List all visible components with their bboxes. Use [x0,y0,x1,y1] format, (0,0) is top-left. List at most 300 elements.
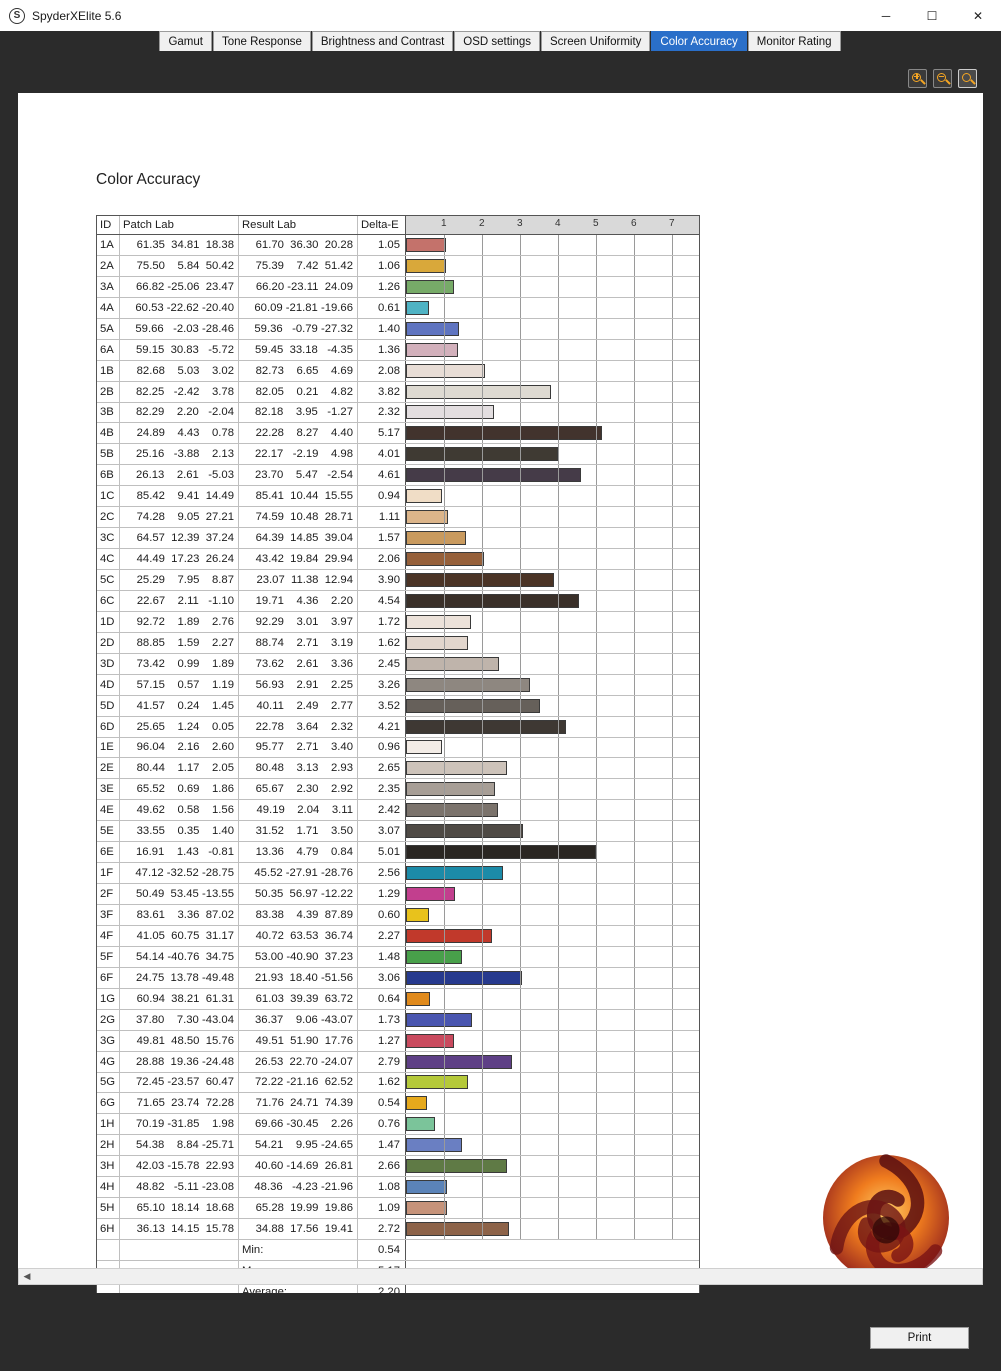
gridline-5 [596,528,597,548]
delta-e-bar [406,1117,435,1131]
delta-e-bar [406,615,471,629]
table-row [97,319,699,340]
gridline-7 [672,277,673,297]
gridline-1 [444,465,445,485]
gridline-3 [520,800,521,820]
gridline-1 [444,675,445,695]
gridline-3 [520,612,521,632]
cell-result-lab: 21.93 18.40 -51.56 [239,968,358,988]
gridline-2 [482,779,483,799]
table-row [97,465,699,486]
tab-brightness-and-contrast[interactable]: Brightness and Contrast [312,31,453,51]
cell-result-lab: 49.19 2.04 3.11 [239,800,358,820]
gridline-2 [482,444,483,464]
gridline-6 [634,800,635,820]
gridline-2 [482,423,483,443]
gridline-7 [672,779,673,799]
header-result-lab: Result Lab [239,216,358,234]
gridline-5 [596,1010,597,1030]
cell-result-lab: 95.77 2.71 3.40 [239,738,358,758]
table-row [97,758,699,779]
gridline-1 [444,1177,445,1197]
delta-e-bar [406,531,466,545]
cell-patch-lab: 61.35 34.81 18.38 [120,235,239,255]
delta-e-bar [406,803,498,817]
gridline-3 [520,549,521,569]
cell-id: 4B [97,423,120,443]
delta-e-bar [406,761,507,775]
cell-result-lab: 82.05 0.21 4.82 [239,382,358,402]
gridline-6 [634,968,635,988]
gridline-5 [596,1073,597,1093]
gridline-6 [634,905,635,925]
cell-delta-e: 3.52 [358,696,406,716]
gridline-7 [672,738,673,758]
cell-bar-cell [406,1010,699,1030]
header-patch-lab: Patch Lab [120,216,239,234]
gridline-3 [520,507,521,527]
gridline-7 [672,298,673,318]
gridline-4 [558,863,559,883]
gridline-5 [596,905,597,925]
cell-bar-cell [406,591,699,611]
gridline-5 [596,989,597,1009]
gridline-3 [520,319,521,339]
summary-bar-cell [406,1240,699,1260]
gridline-6 [634,1114,635,1134]
cell-result-lab: 73.62 2.61 3.36 [239,654,358,674]
gridline-3 [520,1114,521,1134]
delta-e-bar [406,992,430,1006]
gridline-3 [520,675,521,695]
cell-patch-lab: 60.53 -22.62 -20.40 [120,298,239,318]
cell-id: 2G [97,1010,120,1030]
tab-osd-settings[interactable]: OSD settings [454,31,540,51]
gridline-1 [444,486,445,506]
gridline-2 [482,1031,483,1051]
gridline-3 [520,821,521,841]
gridline-7 [672,884,673,904]
cell-bar-cell [406,382,699,402]
delta-e-bar [406,322,459,336]
delta-e-bar [406,929,492,943]
table-row [97,403,699,424]
gridline-4 [558,758,559,778]
delta-e-bar [406,573,554,587]
cell-patch-lab: 72.45 -23.57 60.47 [120,1073,239,1093]
gridline-4 [558,1177,559,1197]
table-row [97,1219,699,1240]
gridline-3 [520,926,521,946]
cell-id: 1B [97,361,120,381]
cell-bar-cell [406,633,699,653]
gridline-1 [444,884,445,904]
table-row [97,654,699,675]
cell-bar-cell [406,1177,699,1197]
cell-delta-e: 1.29 [358,884,406,904]
gridline-4 [558,444,559,464]
gridline-6 [634,1219,635,1239]
gridline-7 [672,319,673,339]
gridline-2 [482,1052,483,1072]
cell-bar-cell [406,361,699,381]
delta-e-bar [406,908,429,922]
gridline-1 [444,256,445,276]
table-row [97,1156,699,1177]
gridline-2 [482,884,483,904]
table-row [97,947,699,968]
gridline-5 [596,717,597,737]
delta-e-bar [406,1096,427,1110]
gridline-3 [520,528,521,548]
gridline-1 [444,1156,445,1176]
gridline-3 [520,1198,521,1218]
cell-result-lab: 60.09 -21.81 -19.66 [239,298,358,318]
gridline-4 [558,549,559,569]
cell-patch-lab: 57.15 0.57 1.19 [120,675,239,695]
gridline-6 [634,1093,635,1113]
gridline-5 [596,758,597,778]
cell-bar-cell [406,1219,699,1239]
spyder-app-icon: S [9,8,25,24]
cell-patch-lab: 24.75 13.78 -49.48 [120,968,239,988]
gridline-2 [482,1198,483,1218]
table-row [97,1198,699,1219]
minimize-button[interactable]: ─ [881,8,891,23]
gridline-2 [482,1219,483,1239]
cell-patch-lab: 54.14 -40.76 34.75 [120,947,239,967]
gridline-4 [558,382,559,402]
gridline-3 [520,1156,521,1176]
cell-result-lab: 43.42 19.84 29.94 [239,549,358,569]
gridline-4 [558,340,559,360]
cell-patch-lab: 49.81 48.50 15.76 [120,1031,239,1051]
delta-e-bar [406,845,596,859]
cell-id: 3H [97,1156,120,1176]
gridline-1 [444,298,445,318]
cell-patch-lab: 33.55 0.35 1.40 [120,821,239,841]
cell-patch-lab: 80.44 1.17 2.05 [120,758,239,778]
table-row [97,1073,699,1094]
gridline-4 [558,403,559,423]
report-viewer [0,53,1001,1293]
cell-bar-cell [406,1114,699,1134]
gridline-5 [596,1031,597,1051]
cell-result-lab: 64.39 14.85 39.04 [239,528,358,548]
gridline-2 [482,549,483,569]
gridline-4 [558,277,559,297]
gridline-1 [444,1135,445,1155]
gridline-4 [558,1010,559,1030]
delta-e-bar [406,887,455,901]
cell-id: 2E [97,758,120,778]
gridline-3 [520,738,521,758]
cell-patch-lab: 49.62 0.58 1.56 [120,800,239,820]
zoom-out-icon[interactable] [933,69,952,88]
delta-e-bar [406,426,602,440]
gridline-3 [520,298,521,318]
cell-patch-lab: 47.12 -32.52 -28.75 [120,863,239,883]
gridline-1 [444,654,445,674]
gridline-3 [520,947,521,967]
gridline-4 [558,1198,559,1218]
gridline-3 [520,633,521,653]
gridline-3 [520,591,521,611]
gridline-5 [596,926,597,946]
cell-id: 6G [97,1093,120,1113]
tab-screen-uniformity[interactable]: Screen Uniformity [541,31,650,51]
gridline-1 [444,1031,445,1051]
table-row [97,968,699,989]
gridline-7 [672,654,673,674]
gridline-1 [444,758,445,778]
gridline-7 [672,863,673,883]
gridline-1 [444,1198,445,1218]
gridline-5 [596,696,597,716]
gridline-4 [558,884,559,904]
delta-e-bar [406,552,484,566]
gridline-1 [444,444,445,464]
cell-delta-e: 2.27 [358,926,406,946]
gridline-4 [558,423,559,443]
gridline-1 [444,235,445,255]
cell-result-lab: 75.39 7.42 51.42 [239,256,358,276]
cell-delta-e: 1.26 [358,277,406,297]
cell-delta-e: 3.90 [358,570,406,590]
cell-bar-cell [406,423,699,443]
cell-delta-e: 3.26 [358,675,406,695]
table-row [97,528,699,549]
summary-spacer-2 [120,1240,239,1260]
gridline-2 [482,235,483,255]
gridline-5 [596,340,597,360]
cell-result-lab: 54.21 9.95 -24.65 [239,1135,358,1155]
gridline-1 [444,905,445,925]
gridline-6 [634,340,635,360]
cell-patch-lab: 59.15 30.83 -5.72 [120,340,239,360]
cell-bar-cell [406,675,699,695]
gridline-4 [558,465,559,485]
gridline-2 [482,612,483,632]
gridline-4 [558,968,559,988]
gridline-4 [558,570,559,590]
close-button[interactable]: ✕ [972,8,984,23]
window-title: SpyderXElite 5.6 [32,8,122,23]
gridline-4 [558,905,559,925]
cell-id: 1G [97,989,120,1009]
delta-e-bar [406,636,468,650]
gridline-6 [634,382,635,402]
gridline-3 [520,696,521,716]
gridline-7 [672,235,673,255]
zoom-in-icon[interactable] [908,69,927,88]
gridline-3 [520,382,521,402]
cell-patch-lab: 71.65 23.74 72.28 [120,1093,239,1113]
cell-delta-e: 1.36 [358,340,406,360]
gridline-3 [520,1073,521,1093]
cell-patch-lab: 24.89 4.43 0.78 [120,423,239,443]
gridline-7 [672,968,673,988]
gridline-4 [558,696,559,716]
gridline-6 [634,235,635,255]
cell-bar-cell [406,738,699,758]
gridline-3 [520,989,521,1009]
gridline-2 [482,256,483,276]
summary-row [97,1240,699,1261]
cell-bar-cell [406,570,699,590]
cell-id: 1D [97,612,120,632]
gridline-7 [672,1073,673,1093]
delta-e-bar [406,1075,468,1089]
gridline-1 [444,696,445,716]
tab-monitor-rating[interactable]: Monitor Rating [748,31,841,51]
table-row [97,235,699,256]
gridline-4 [558,926,559,946]
gridline-5 [596,1198,597,1218]
tab-color-accuracy[interactable]: Color Accuracy [651,31,746,51]
horizontal-scrollbar[interactable] [18,1268,983,1285]
gridline-5 [596,298,597,318]
cell-patch-lab: 59.66 -2.03 -28.46 [120,319,239,339]
gridline-4 [558,1031,559,1051]
cell-patch-lab: 92.72 1.89 2.76 [120,612,239,632]
cell-delta-e: 2.06 [358,549,406,569]
gridline-1 [444,340,445,360]
gridline-5 [596,1219,597,1239]
delta-e-bar [406,510,448,524]
gridline-5 [596,256,597,276]
gridline-1 [444,612,445,632]
cell-bar-cell [406,486,699,506]
gridline-1 [444,507,445,527]
gridline-5 [596,319,597,339]
delta-e-bar [406,1201,447,1215]
cell-delta-e: 2.32 [358,403,406,423]
table-row [97,361,699,382]
cell-patch-lab: 88.85 1.59 2.27 [120,633,239,653]
cell-bar-cell [406,549,699,569]
gridline-6 [634,277,635,297]
cell-patch-lab: 96.04 2.16 2.60 [120,738,239,758]
gridline-3 [520,884,521,904]
cell-delta-e: 5.17 [358,423,406,443]
cell-bar-cell [406,1093,699,1113]
cell-bar-cell [406,277,699,297]
gridline-7 [672,1031,673,1051]
cell-delta-e: 4.21 [358,717,406,737]
scroll-left-arrow[interactable]: ◀ [23,1271,31,1281]
delta-e-bar [406,1138,462,1152]
maximize-button[interactable]: ☐ [926,8,938,23]
gridline-7 [672,758,673,778]
gridline-2 [482,591,483,611]
gridline-5 [596,591,597,611]
cell-result-lab: 92.29 3.01 3.97 [239,612,358,632]
cell-delta-e: 1.62 [358,633,406,653]
gridline-5 [596,800,597,820]
gridline-3 [520,235,521,255]
gridline-6 [634,738,635,758]
delta-e-bar [406,1055,512,1069]
gridline-7 [672,340,673,360]
cell-id: 4E [97,800,120,820]
cell-result-lab: 48.36 -4.23 -21.96 [239,1177,358,1197]
cell-result-lab: 65.28 19.99 19.86 [239,1198,358,1218]
cell-bar-cell [406,863,699,883]
gridline-1 [444,1052,445,1072]
gridline-6 [634,842,635,862]
delta-e-bar [406,1013,472,1027]
cell-id: 5E [97,821,120,841]
gridline-6 [634,675,635,695]
gridline-4 [558,842,559,862]
gridline-6 [634,1073,635,1093]
cell-id: 4C [97,549,120,569]
cell-patch-lab: 82.68 5.03 3.02 [120,361,239,381]
gridline-7 [672,507,673,527]
gridline-1 [444,968,445,988]
gridline-7 [672,696,673,716]
gridline-4 [558,738,559,758]
gridline-2 [482,696,483,716]
gridline-5 [596,444,597,464]
gridline-5 [596,382,597,402]
cell-patch-lab: 16.91 1.43 -0.81 [120,842,239,862]
cell-delta-e: 0.61 [358,298,406,318]
table-row [97,863,699,884]
cell-result-lab: 22.17 -2.19 4.98 [239,444,358,464]
gridline-6 [634,1156,635,1176]
tab-bar [0,31,1001,53]
table-row [97,696,699,717]
delta-e-bar [406,489,442,503]
zoom-fit-icon[interactable] [958,69,977,88]
gridline-5 [596,884,597,904]
gridline-7 [672,1093,673,1113]
gridline-7 [672,1156,673,1176]
cell-id: 4G [97,1052,120,1072]
print-button[interactable]: Print [870,1327,969,1349]
gridline-5 [596,968,597,988]
tab-gamut[interactable]: Gamut [159,31,212,51]
gridline-1 [444,1219,445,1239]
gridline-2 [482,1177,483,1197]
cell-result-lab: 26.53 22.70 -24.07 [239,1052,358,1072]
cell-id: 1H [97,1114,120,1134]
tab-tone-response[interactable]: Tone Response [213,31,311,51]
table-row [97,884,699,905]
gridline-5 [596,863,597,883]
gridline-6 [634,486,635,506]
gridline-6 [634,298,635,318]
gridline-4 [558,1093,559,1113]
cell-id: 5C [97,570,120,590]
cell-patch-lab: 65.52 0.69 1.86 [120,779,239,799]
gridline-3 [520,758,521,778]
table-row [97,612,699,633]
gridline-4 [558,1156,559,1176]
gridline-7 [672,1135,673,1155]
gridline-2 [482,507,483,527]
cell-id: 5A [97,319,120,339]
cell-bar-cell [406,696,699,716]
gridline-2 [482,989,483,1009]
gridline-4 [558,612,559,632]
cell-bar-cell [406,1198,699,1218]
gridline-5 [596,1093,597,1113]
cell-delta-e: 2.45 [358,654,406,674]
table-row [97,905,699,926]
